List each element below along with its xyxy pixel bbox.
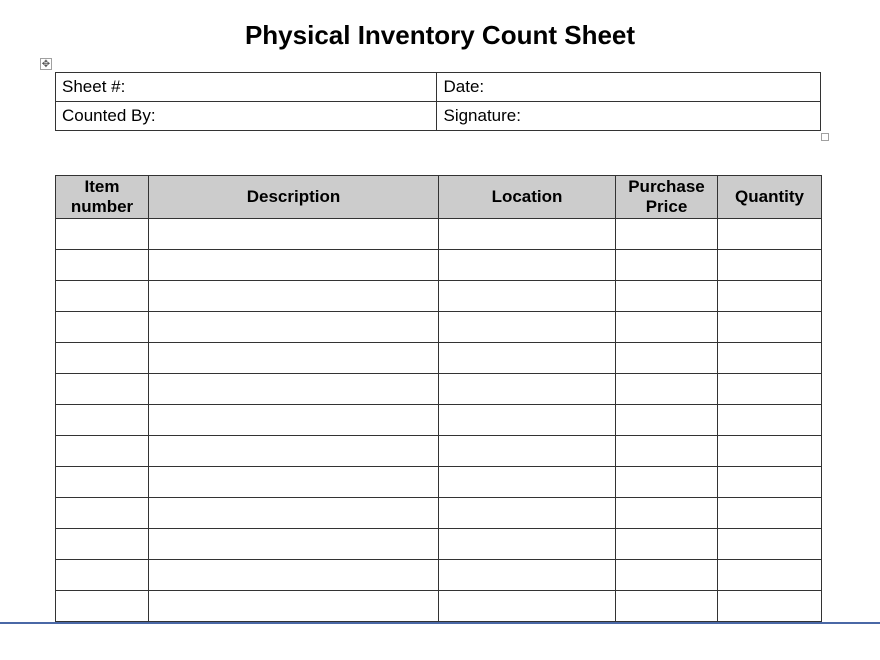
quantity-cell[interactable]: [718, 281, 822, 312]
item-number-cell[interactable]: [56, 591, 149, 622]
purchase-price-cell[interactable]: [616, 250, 718, 281]
table-move-icon[interactable]: ✥: [41, 59, 51, 70]
location-cell[interactable]: [439, 374, 616, 405]
location-cell[interactable]: [439, 498, 616, 529]
purchase-price-cell[interactable]: [616, 312, 718, 343]
description-cell[interactable]: [149, 405, 439, 436]
description-cell[interactable]: [149, 529, 439, 560]
header-description: Description: [149, 176, 439, 219]
item-number-cell[interactable]: [56, 467, 149, 498]
location-cell[interactable]: [439, 436, 616, 467]
table-row: [56, 281, 822, 312]
purchase-price-cell[interactable]: [616, 219, 718, 250]
quantity-cell[interactable]: [718, 374, 822, 405]
location-cell[interactable]: [439, 529, 616, 560]
item-number-cell[interactable]: [56, 498, 149, 529]
location-cell[interactable]: [439, 281, 616, 312]
item-rows: [56, 219, 822, 622]
item-number-cell[interactable]: [56, 436, 149, 467]
item-number-cell[interactable]: [56, 529, 149, 560]
description-cell[interactable]: [149, 219, 439, 250]
purchase-price-cell[interactable]: [616, 281, 718, 312]
item-number-cell[interactable]: [56, 405, 149, 436]
description-cell[interactable]: [149, 498, 439, 529]
purchase-price-cell[interactable]: [616, 467, 718, 498]
description-cell[interactable]: [149, 467, 439, 498]
quantity-cell[interactable]: [718, 498, 822, 529]
purchase-price-cell[interactable]: [616, 498, 718, 529]
purchase-price-cell[interactable]: [616, 560, 718, 591]
location-cell[interactable]: [439, 250, 616, 281]
table-row: [56, 467, 822, 498]
location-cell[interactable]: [439, 219, 616, 250]
location-cell[interactable]: [439, 467, 616, 498]
counted-by-field[interactable]: Counted By:: [56, 102, 437, 131]
header-location: Location: [439, 176, 616, 219]
table-row: [56, 343, 822, 374]
description-cell[interactable]: [149, 250, 439, 281]
description-cell[interactable]: [149, 591, 439, 622]
inventory-table: [55, 175, 822, 622]
item-number-cell[interactable]: [56, 560, 149, 591]
document-title: Physical Inventory Count Sheet: [244, 20, 636, 50]
item-number-cell[interactable]: [56, 312, 149, 343]
info-row-sheet: [56, 73, 821, 102]
quantity-cell[interactable]: [718, 312, 822, 343]
description-cell[interactable]: [149, 312, 439, 343]
quantity-cell[interactable]: [718, 405, 822, 436]
table-resize-icon[interactable]: [821, 133, 829, 141]
purchase-price-cell[interactable]: [616, 529, 718, 560]
description-cell[interactable]: [149, 560, 439, 591]
quantity-cell[interactable]: [718, 219, 822, 250]
signature-field[interactable]: Signature:: [437, 102, 821, 131]
page-break-line: [0, 622, 880, 624]
item-number-cell[interactable]: [56, 281, 149, 312]
purchase-price-cell[interactable]: [616, 591, 718, 622]
description-cell[interactable]: [149, 281, 439, 312]
table-row: [56, 374, 822, 405]
table-row: [56, 219, 822, 250]
table-row: [56, 560, 822, 591]
item-number-cell[interactable]: [56, 219, 149, 250]
sheet-number-field[interactable]: Sheet #:: [56, 73, 437, 102]
table-row: [56, 498, 822, 529]
description-cell[interactable]: [149, 374, 439, 405]
header-row: [56, 176, 822, 219]
quantity-cell[interactable]: [718, 560, 822, 591]
quantity-cell[interactable]: [718, 591, 822, 622]
description-cell[interactable]: [149, 436, 439, 467]
table-row: [56, 591, 822, 622]
purchase-price-cell[interactable]: [616, 374, 718, 405]
purchase-price-cell[interactable]: [616, 405, 718, 436]
header-item-number: Item number: [56, 176, 149, 219]
table-row: [56, 529, 822, 560]
table-row: [56, 250, 822, 281]
item-number-cell[interactable]: [56, 374, 149, 405]
location-cell[interactable]: [439, 343, 616, 374]
quantity-cell[interactable]: [718, 250, 822, 281]
location-cell[interactable]: [439, 405, 616, 436]
item-number-cell[interactable]: [56, 250, 149, 281]
description-cell[interactable]: [149, 343, 439, 374]
page-gap: [0, 624, 880, 660]
info-table: [55, 72, 821, 131]
quantity-cell[interactable]: [718, 467, 822, 498]
table-row: [56, 405, 822, 436]
quantity-cell[interactable]: [718, 343, 822, 374]
info-row-counted: [56, 102, 821, 131]
quantity-cell[interactable]: [718, 529, 822, 560]
item-number-cell[interactable]: [56, 343, 149, 374]
header-purchase-price: Purchase Price: [616, 176, 718, 219]
table-row: [56, 436, 822, 467]
location-cell[interactable]: [439, 560, 616, 591]
date-field[interactable]: Date:: [437, 73, 821, 102]
purchase-price-cell[interactable]: [616, 436, 718, 467]
header-quantity: Quantity: [718, 176, 822, 219]
location-cell[interactable]: [439, 312, 616, 343]
purchase-price-cell[interactable]: [616, 343, 718, 374]
quantity-cell[interactable]: [718, 436, 822, 467]
table-row: [56, 312, 822, 343]
location-cell[interactable]: [439, 591, 616, 622]
